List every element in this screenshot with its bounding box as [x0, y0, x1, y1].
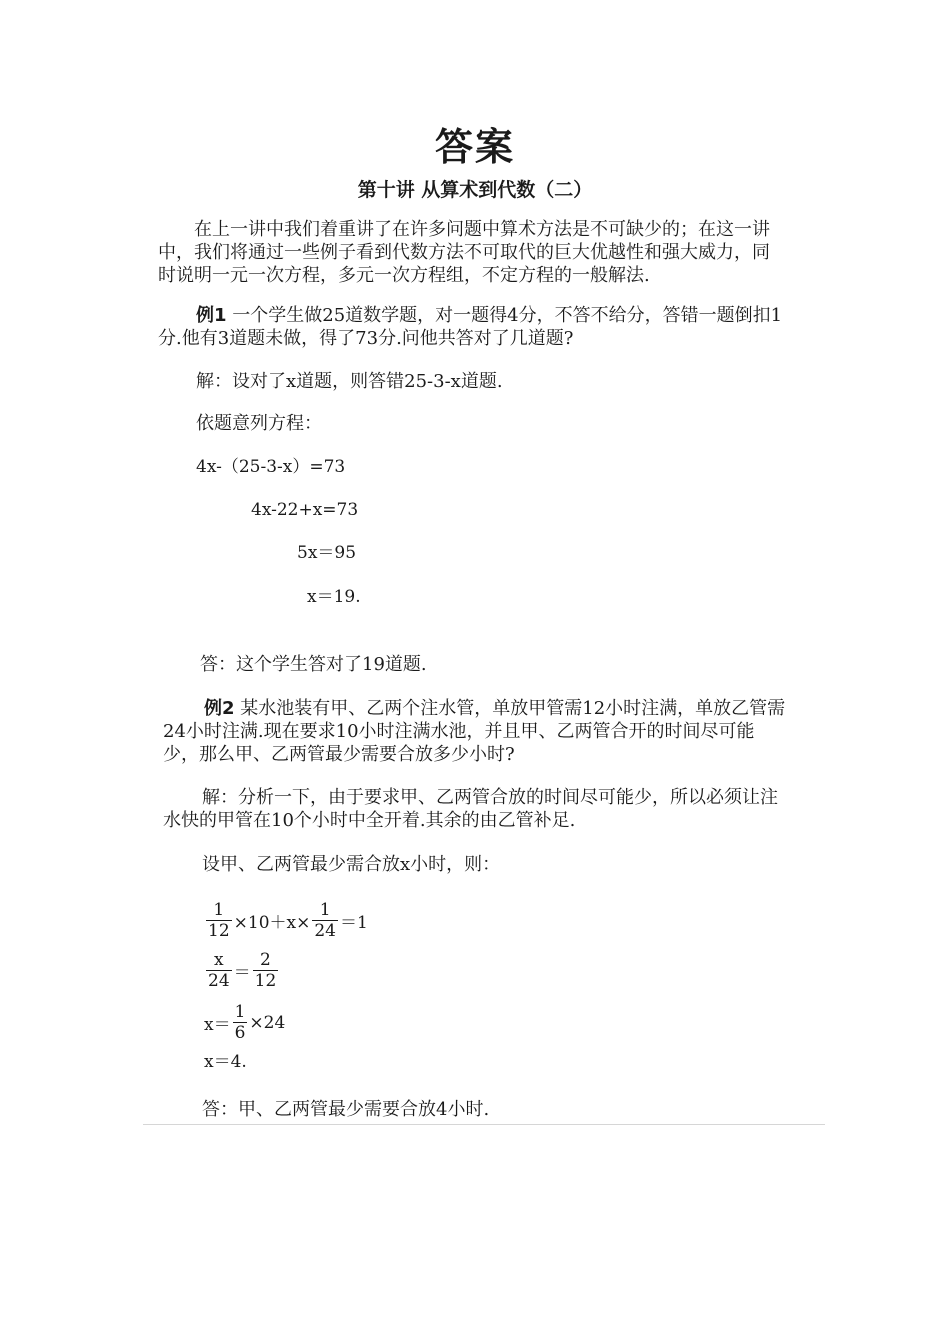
- example1-equation-1: 4x-（25-3-x）=73: [196, 457, 346, 477]
- fraction-numerator: 1: [312, 900, 338, 921]
- example2-equation-c: [204, 1002, 285, 1043]
- equation-middle: ×10＋x×: [233, 913, 311, 933]
- example1-answer: 答：这个学生答对了19道题.: [200, 654, 427, 675]
- example2-statement-line-3: 少，那么甲、乙两管最少需要合放多少小时?: [163, 744, 515, 765]
- fraction: [253, 950, 279, 991]
- fraction: [206, 950, 232, 991]
- lecture-subtitle: 第十讲 从算术到代数（二）: [357, 179, 593, 201]
- equation-rhs: ×24: [249, 1012, 286, 1033]
- intro-line-2: 中，我们将通过一些例子看到代数方法不可取代的巨大优越性和强大威力，同: [158, 242, 770, 263]
- fraction-numerator: 1: [234, 1002, 246, 1022]
- intro-line-1: 在上一讲中我们着重讲了在许多问题中算术方法是不可缺少的；在这一讲: [194, 219, 770, 240]
- example1-label: 例1: [196, 305, 227, 326]
- page-divider: [143, 1124, 825, 1125]
- fraction-denominator: 6: [234, 1023, 246, 1043]
- fraction-numerator: 1: [206, 900, 232, 921]
- example1-equation-4: x＝19.: [307, 587, 361, 607]
- fraction-denominator: 12: [208, 921, 230, 941]
- example2-analysis-line-1: 解：分析一下，由于要求甲、乙两管合放的时间尽可能少，所以必须让注: [202, 787, 778, 808]
- example2-statement-line-1: [204, 697, 785, 720]
- fraction-denominator: 12: [254, 971, 277, 991]
- example2-analysis-line-2: 水快的甲管在10个小时中全开着.其余的由乙管补足.: [163, 810, 576, 831]
- equation-middle: ＝: [233, 963, 251, 983]
- fraction-denominator: 24: [314, 921, 336, 941]
- example2-equation-d: x＝4.: [204, 1052, 247, 1072]
- example2-label: 例2: [204, 698, 235, 719]
- example1-setup: 依题意列方程：: [196, 413, 322, 434]
- page-title: 答案: [434, 125, 515, 169]
- example2-equation-a: [204, 900, 368, 941]
- fraction: [312, 900, 338, 941]
- example2-equation-b: [204, 950, 280, 991]
- example2-statement-line-2: 24小时注满.现在要求10小时注满水池，并且甲、乙两管合开的时间尽可能: [163, 721, 755, 742]
- example1-statement-line-1: [196, 304, 782, 327]
- fraction-numerator: x: [206, 950, 232, 971]
- fraction: [233, 1002, 248, 1043]
- intro-line-3: 时说明一元一次方程，多元一次方程组，不定方程的一般解法.: [158, 265, 650, 286]
- example1-statement-line-2: 分.他有3道题未做，得了73分.问他共答对了几道题?: [158, 328, 574, 349]
- fraction: [206, 900, 232, 941]
- example1-solution: 解：设对了x道题，则答错25-3-x道题.: [196, 371, 503, 392]
- example1-equation-2: 4x-22+x=73: [251, 500, 359, 520]
- example2-text-1: 某水池装有甲、乙两个注水管，单放甲管需12小时注满，单放乙管需: [234, 698, 786, 719]
- example1-equation-3: 5x＝95: [297, 543, 357, 563]
- example1-text-1: 一个学生做25道数学题，对一题得4分，不答不给分，答错一题倒扣1: [226, 305, 783, 326]
- example2-setup: 设甲、乙两管最少需合放x小时，则：: [202, 854, 501, 875]
- fraction-denominator: 24: [208, 971, 230, 991]
- example2-answer: 答：甲、乙两管最少需要合放4小时.: [202, 1099, 490, 1120]
- fraction-numerator: 2: [253, 950, 279, 971]
- equation-rhs: ＝1: [340, 913, 368, 933]
- equation-lhs: x＝: [204, 1015, 231, 1035]
